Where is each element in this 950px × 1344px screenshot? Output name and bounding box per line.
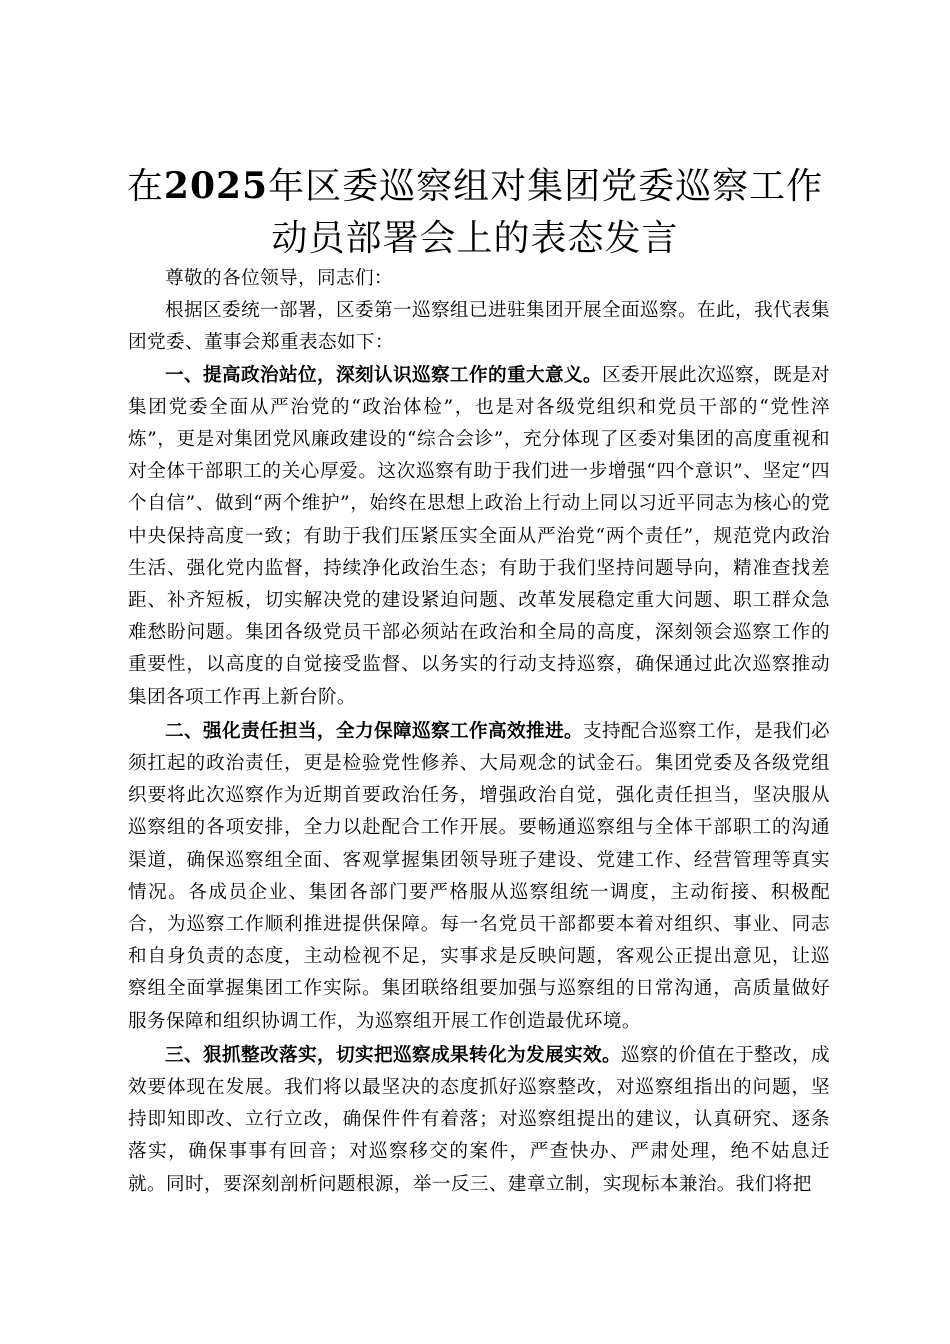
document-body	[128, 263, 830, 1201]
salutation: 尊敬的各位领导，同志们：	[165, 268, 393, 289]
intro-paragraph: 根据区委统一部署，区委第一巡察组已进驻集团开展全面巡察。在此，我代表集团党委、董事会郑重表态如下：	[128, 300, 830, 354]
section-2-paragraph	[128, 716, 830, 1038]
section-1-heading: 一、提高政治站位，深刻认识巡察工作的重大意义。	[165, 364, 602, 386]
section-1-paragraph	[128, 360, 830, 714]
section-2-text: 支持配合巡察工作，是我们必须扛起的政治责任，更是检验党性修养、大局观念的试金石。集团党委及各级党组织要将此次巡察作为近期首要政治任务，增强政治自觉，强化责任担当，坚决服从巡察组的各项安排，全力以赴配合工作开展。要畅通巡察组与全体干部职工的沟通渠道，确保巡察组全面、客观掌握集团领导班子建设、党建工作、经营管理等真实情况。各成员企业、集团各部门要严格服从巡察组统一调度，主动衔接、积极配合，为巡察工作顺利推进提供保障。每一名党员干部都要本着对组织、事业、同志和自身负责的态度，主动检视不足，实事求是反映问题，客观公正提出意见，让巡察组全面掌握集团工作实际。集团联络组要加强与巡察组的日常沟通，高质量做好服务保障和组织协调工作，为巡察组开展工作创造最优环境。	[128, 720, 830, 1032]
title-rest: 年区委巡察组对集团党委巡察工作动员部署会上的表态发言	[268, 166, 824, 259]
section-3-text: 巡察的价值在于整改，成效要体现在发展。我们将以最坚决的态度抓好巡察整改，对巡察组指出的问题，坚持即知即改、立行立改，确保件件有着落；对巡察组提出的建议，认真研究、逐条落实，确保事事有回音；对巡察移交的案件，严查快办、严肃处理，绝不姑息迁就。同时，要深刻剖析问题根源，举一反三、建章立制，实现标本兼治。我们将把	[128, 1044, 830, 1195]
title-year: 2025	[163, 165, 269, 207]
title-prefix: 在	[126, 166, 164, 207]
section-3-heading: 三、狠抓整改落实，切实把巡察成果转化为发展实效。	[165, 1044, 621, 1066]
section-2-heading: 二、强化责任担当，全力保障巡察工作高效推进。	[165, 720, 583, 742]
document-title	[120, 160, 830, 265]
section-1-text: 区委开展此次巡察，既是对集团党委全面从严治党的“政治体检”，也是对各级党组织和党员干部的“党性淬炼”，更是对集团党风廉政建设的“综合会诊”，充分体现了区委对集团的高度重视和对全体干部职工的关心厚爱。这次巡察有助于我们进一步增强“四个意识”、坚定“四个自信”、做到“两个维护”，始终在思想上政治上行动上同以习近平同志为核心的党中央保持高度一致；有助于我们压紧压实全面从严治党“两个责任”，规范党内政治生活、强化党内监督，持续净化政治生态；有助于我们坚持问题导向，精准查找差距、补齐短板，切实解决党的建设紧迫问题、改革发展稳定重大问题、职工群众急难愁盼问题。集团各级党员干部必须站在政治和全局的高度，深刻领会巡察工作的重要性，以高度的自觉接受监督、以务实的行动支持巡察，确保通过此次巡察推动集团各项工作再上新台阶。	[128, 364, 830, 708]
section-3-paragraph	[128, 1040, 830, 1201]
